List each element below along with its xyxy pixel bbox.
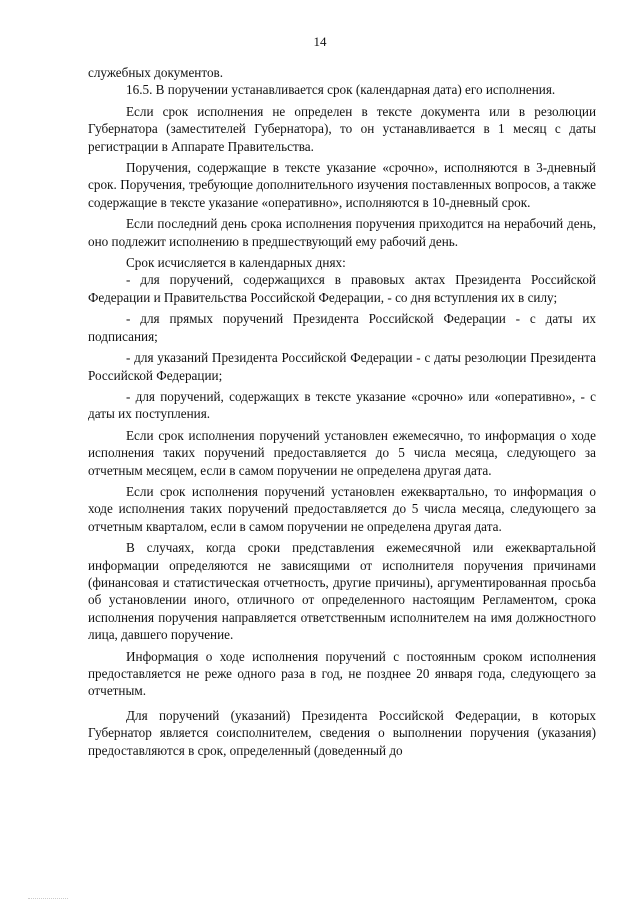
- paragraph-monthly: Если срок исполнения поручений установлен ежемесячно, то информация о ходе исполнения таких поручений предоставляется до 5 числа месяца, следующего за отчетным месяцем, если в самом поручении не определена другая дата.: [88, 427, 596, 478]
- paragraph-special-cases: В случаях, когда сроки представления ежемесячной или ежеквартальной информации определяются не зависящими от исполнителя поручения причинами (финансовая и статистическая отчетность, другие причины), аргументированная просьба об установлении иного, отличного от определенного настоящим Регламентом, срока исполнения поручения направляется ответственным исполнителем на имя должностного лица, давшего поручение.: [88, 540, 596, 643]
- list-item-presidential-instructions: - для указаний Президента Российской Федерации - с даты резолюции Президента Российской Федерации;: [88, 350, 596, 383]
- paragraph-default-term: Если срок исполнения не определен в тексте документа или в резолюции Губернатора (заместителей Губернатора), то он устанавливается в 1 месяц с даты регистрации в Аппарате Правительства.: [88, 103, 596, 154]
- paragraph-permanent-term: Информация о ходе исполнения поручений с постоянным сроком исполнения предоставляется не реже одного раза в год, не позднее 20 января года, следующего за отчетным.: [88, 648, 596, 699]
- list-item-direct-orders: - для прямых поручений Президента Российской Федерации - с даты их подписания;: [88, 311, 596, 344]
- document-body: [88, 64, 596, 759]
- paragraph-co-executor: Для поручений (указаний) Президента Российской Федерации, в которых Губернатор является соисполнителем, сведения о выполнении поручения (указания) предоставляются в срок, определенный (доведенный до: [88, 707, 596, 758]
- paragraph-calendar-days: Срок исчисляется в календарных днях:: [126, 255, 346, 271]
- paragraph-nonworking-day: Если последний день срока исполнения поручения приходится на нерабочий день, оно подлежит исполнению в предшествующий ему рабочий день.: [88, 216, 596, 249]
- paragraph-urgent-terms: Поручения, содержащие в тексте указание «срочно», исполняются в 3-дневный срок. Поручения, требующие дополнительного изучения поставленных вопросов, а также содержащие в тексте указание «оперативно», исполняются в 10-дневный срок.: [88, 160, 596, 210]
- paragraph-16-5: 16.5. В поручении устанавливается срок (календарная дата) его исполнения.: [126, 82, 556, 98]
- paragraph-continuation: служебных документов.: [88, 65, 224, 80]
- paragraph-quarterly: Если срок исполнения поручений установлен ежеквартально, то информация о ходе исполнения таких поручений предоставляется до 5 числа месяца, следующего за отчетным кварталом, если в самом поручении не определена другая дата.: [88, 483, 596, 534]
- list-item-urgent-orders: - для поручений, содержащих в тексте указание «срочно» или «оперативно», - с даты их поступления.: [88, 388, 596, 422]
- page-number: 14: [313, 34, 327, 49]
- list-item-legal-acts: - для поручений, содержащихся в правовых актах Президента Российской Федерации и Правительства Российской Федерации, - со дня вступления их в силу;: [88, 272, 596, 305]
- scan-artifact: [28, 898, 68, 901]
